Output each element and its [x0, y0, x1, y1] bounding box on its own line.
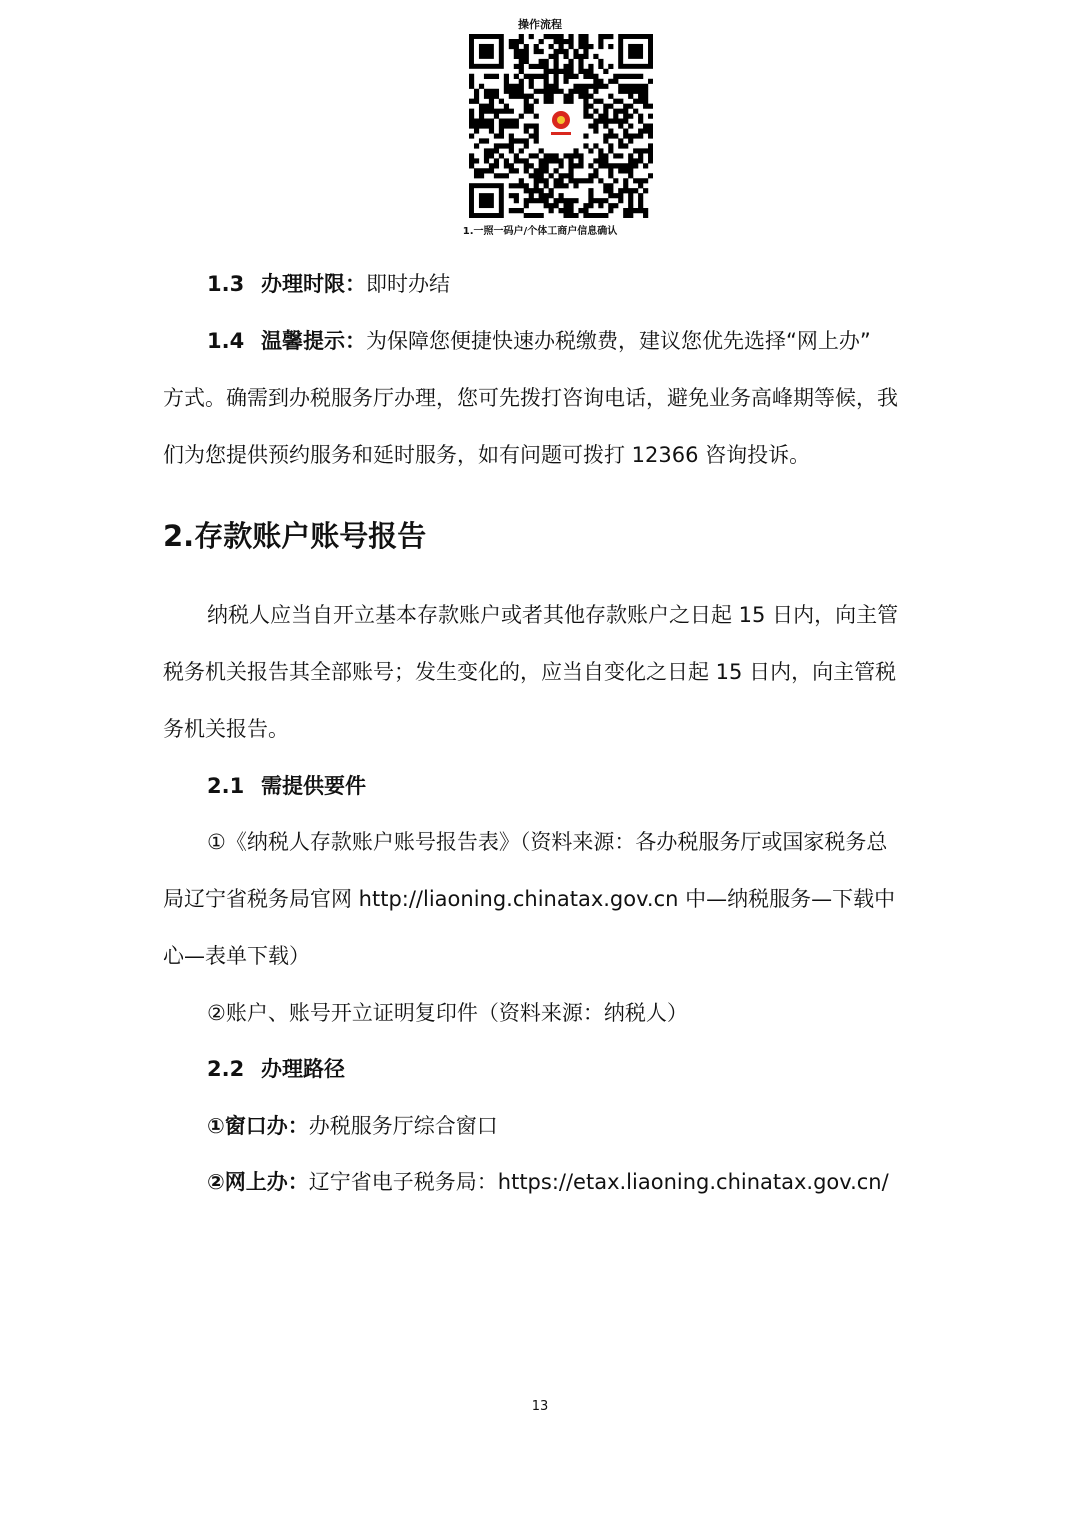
- qr-finder-top-left: [469, 34, 504, 69]
- section-label: 办理时限：: [261, 272, 366, 296]
- section-number: 2.2: [207, 1057, 245, 1081]
- item-label: ①窗口办：: [207, 1114, 309, 1138]
- section-label: 办理路径: [261, 1057, 345, 1081]
- list-item-line: 局辽宁省税务局官网 http://liaoning.chinatax.gov.cn 中—纳税服务—下载中: [163, 887, 896, 911]
- qr-finder-bottom-left: [469, 183, 504, 218]
- item-text: 办税服务厅综合窗口: [308, 1114, 498, 1138]
- section-number: 1.3: [207, 272, 245, 296]
- list-item: ②账户、账号开立证明复印件（资料来源：纳税人）: [207, 1001, 688, 1025]
- list-item: [207, 1167, 889, 1197]
- list-item-line: 心—表单下载）: [163, 944, 310, 968]
- qr-caption-bottom: 1.一照一码户/个体工商户信息确认: [462, 226, 618, 237]
- section-2-1: [207, 771, 366, 801]
- paragraph-line: 税务机关报告其全部账号；发生变化的，应当自变化之日起 15 日内，向主管税: [163, 660, 897, 684]
- qr-finder-top-right: [618, 34, 653, 69]
- list-item: ①《纳税人存款账户账号报告表》（资料来源：各办税服务厅或国家税务总: [207, 830, 888, 854]
- section-label: 需提供要件: [261, 774, 366, 798]
- section-1-3: [207, 269, 450, 299]
- paragraph-line: 务机关报告。: [163, 717, 289, 741]
- page-number: 13: [531, 1399, 549, 1414]
- section-1-4: [207, 326, 871, 356]
- list-item: [207, 1111, 498, 1141]
- paragraph-line: 方式。确需到办税服务厅办理，您可先拨打咨询电话，避免业务高峰期等候，我: [163, 386, 898, 410]
- section-text: 即时办结: [366, 272, 450, 296]
- section-text: 为保障您便捷快速办税缴费，建议您优先选择“网上办”: [366, 329, 871, 353]
- tax-emblem-logo: [541, 106, 581, 146]
- section-2-2: [207, 1054, 345, 1084]
- paragraph-line: 纳税人应当自开立基本存款账户或者其他存款账户之日起 15 日内，向主管: [207, 603, 899, 627]
- qr-code-image: [469, 34, 653, 218]
- section-number: 1.4: [207, 329, 245, 353]
- section-label: 温馨提示：: [261, 329, 366, 353]
- qr-code: [469, 34, 653, 218]
- paragraph-line: 们为您提供预约服务和延时服务，如有问题可拨打 12366 咨询投诉。: [163, 443, 811, 467]
- item-label: ②网上办：: [207, 1170, 309, 1194]
- item-text: 辽宁省电子税务局：https://etax.liaoning.chinatax.gov.cn/: [308, 1170, 889, 1194]
- qr-caption-top: 操作流程: [518, 18, 562, 31]
- section-heading: 2.存款账户账号报告: [163, 519, 427, 553]
- section-number: 2.1: [207, 774, 245, 798]
